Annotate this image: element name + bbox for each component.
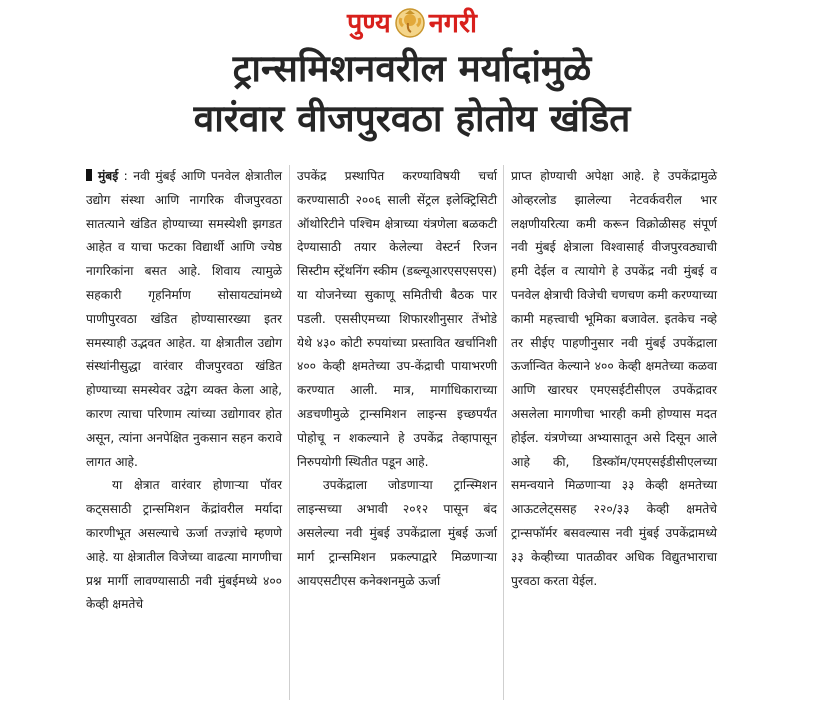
paragraph-text: : नवी मुंबई आणि पनवेल क्षेत्रातील उद्योग संस्था आणि नागरिक वीजपुरवठा सातत्याने खंडित होण्याच्या समस्येशी झगडत आहेत व याचा फटका विद्यार्थी आणि ज्येष्ठ नागरिकांना बसत आहे. शिवाय त्यामुळे सहकारी गृहनिर्माण सोसायट्यांमध्ये पाणीपुरवठा खंडित होण्यासारख्या इतर समस्याही उद्भवत आहेत. या क्षेत्रातील उद्योग संस्थांनीसुद्धा वारंवार वीजपुरवठा खंडित होण्याच्या समस्येवर उद्वेग व्यक्त केला आहे, कारण त्याचा परिणाम त्यांच्या उद्योगावर होत असून, त्यांना अनपेक्षित नुकसान सहन करावे लागत आहे. — [86, 169, 283, 469]
article-column-2 — [297, 165, 497, 593]
headline — [0, 44, 824, 144]
column-divider — [503, 165, 504, 700]
article-paragraph: उपकेंद्र प्रस्थापित करण्याविषयी चर्चा करण्यासाठी २००६ साली सेंट्रल इलेक्ट्रिसिटी ऑथोरिटीने पश्चिम क्षेत्राच्या यंत्रणेला बळकटी देण्यासाठी तयार केलेल्या वेस्टर्न रिजन सिस्टीम स्ट्रेंथनिंग स्कीम (डब्ल्यूआरएसएसएस) या योजनेच्या सुकाणू समितीची बैठक पार पडली. एससीएमच्या शिफारशीनुसार तेंभोडे येथे ४३० कोटी रुपयांच्या प्रस्तावित खर्चानिशी ४०० केव्ही क्षमतेच्या उप-केंद्राची पायाभरणी करण्यात आली. मात्र, मार्गाधिकाराच्या अडचणीमुळे ट्रान्समिशन लाइन्स इच्छपर्यंत पोहोचू न शकल्याने हे उपकेंद्र तेव्हापासून निरुपयोगी स्थितीत पडून आहे. — [297, 169, 497, 469]
dateline: मुंबई — [98, 169, 119, 183]
masthead-word-left: पुण्य — [346, 7, 391, 39]
article-paragraph: प्राप्त होण्याची अपेक्षा आहे. हे उपकेंद्रामुळे ओव्हरलोड झालेल्या नेटवर्कवरील भार लक्षणीयरित्या कमी करून विक्रोळीसह संपूर्ण नवी मुंबई क्षेत्राला विश्वासार्ह वीजपुरवठ्याची हमी देईल व त्यायोगे हे उपकेंद्र नवी मुंबई व पनवेल क्षेत्राची विजेची चणचण कमी करण्याच्या कामी महत्त्वाची भूमिका बजावेल. इतकेच नव्हे तर सीईए पाहणीनुसार नवी मुंबई उपकेंद्राला ऊर्जान्वित केल्याने ४०० केव्ही क्षमतेच्या कळवा आणि खारघर एमएसईटीसीएल उपकेंद्रावर असलेला मागणीचा भारही कमी होण्यास मदत होईल. यंत्रणेच्या अभ्यासातून असे दिसून आले आहे की, डिस्कॉम/एमएसईडीसीएलच्या समन्वयाने मिळणाऱ्या ३३ केव्ही क्षमतेच्या आऊटलेट्ससह २२०/३३ केव्ही क्षमतेचे ट्रान्सफॉर्मर बसवल्यास नवी मुंबई उपकेंद्रामध्ये ३३ केव्हीच्या पातळीवर अधिक विद्युतभाराचा पुरवठा करता येईल. — [511, 169, 717, 588]
article-paragraph — [86, 165, 282, 474]
masthead-word-right: नगरी — [428, 7, 478, 39]
headline-line-1: ट्रान्समिशनवरील मर्यादांमुळे — [232, 47, 592, 90]
ganesha-logo-icon — [395, 8, 425, 38]
article-column-1 — [86, 165, 282, 617]
dateline-marker — [86, 169, 92, 181]
headline-line-2: वारंवार वीजपुरवठा होतोय खंडित — [193, 97, 631, 140]
article-column-3 — [511, 165, 717, 593]
article-paragraph: या क्षेत्रात वारंवार होणाऱ्या पॉवर कट्ससाठी ट्रान्समिशन केंद्रांवरील मर्यादा कारणीभूत असल्याचे ऊर्जा तज्ज्ञांचे म्हणणे आहे. या क्षेत्रातील विजेच्या वाढत्या मागणीचा प्रश्न मार्गी लावण्यासाठी नवी मुंबईमध्ये ४०० केव्ही क्षमतेचे — [86, 478, 282, 612]
article-paragraph: उपकेंद्राला जोडणाऱ्या ट्रान्स्मिशन लाइन्सच्या अभावी २०१२ पासून बंद असलेल्या नवी मुंबई उपकेंद्राला मुंबई ऊर्जा मार्ग ट्रान्समिशन प्रकल्पाद्वारे मिळणाऱ्या आयएसटीएस कनेक्शनमुळे ऊर्जा — [297, 478, 497, 588]
masthead — [0, 4, 824, 42]
column-divider — [289, 165, 290, 700]
